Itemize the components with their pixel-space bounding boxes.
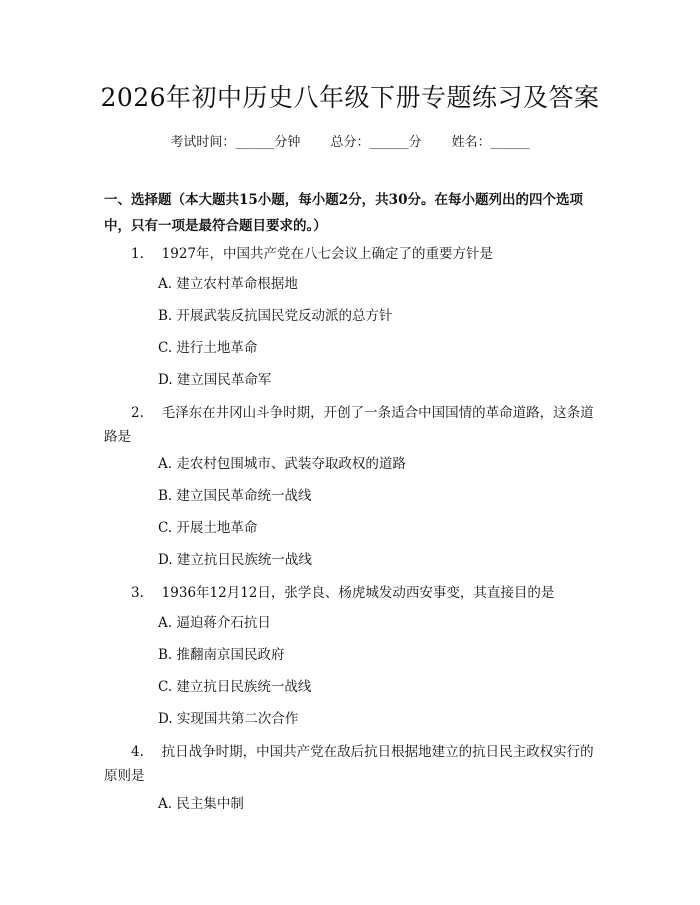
question-stem: 4. 抗日战争时期，中国共产党在敌后抗日根据地建立的抗日民主政权实行的原则是: [104, 744, 594, 784]
document-title: 2026年初中历史八年级下册专题练习及答案: [100, 83, 600, 112]
question-option: B. 开展武装反抗国民党反动派的总方针: [158, 308, 393, 324]
question-option: D. 实现国共第二次合作: [158, 711, 299, 727]
student-name-field: 姓名：______: [451, 135, 530, 150]
question-option: A. 建立农村革命根据地: [158, 276, 298, 292]
question-stem: 1. 1927年，中国共产党在八七会议上确定了的重要方针是: [131, 246, 494, 262]
question-option: A. 走农村包围城市、武装夺取政权的道路: [158, 456, 406, 472]
question-stem: 3. 1936年12月12日，张学良、杨虎城发动西安事变，其直接目的是: [131, 585, 555, 601]
question-option: A. 民主集中制: [158, 796, 244, 812]
question-option: D. 建立国民革命军: [158, 372, 272, 388]
question-option: A. 逼迫蒋介石抗日: [158, 615, 271, 631]
question-option: D. 建立抗日民族统一战线: [158, 552, 312, 568]
exam-time-field: 考试时间：______分钟: [170, 135, 301, 150]
question-option: C. 进行土地革命: [158, 340, 258, 356]
total-score-field: 总分：______分: [330, 135, 422, 150]
section-heading: 一、选择题（本大题共15小题，每小题2分，共30分。在每小题列出的四个选项中，只有一项是最符合题目要求的。）: [104, 192, 583, 234]
question-option: B. 推翻南京国民政府: [158, 647, 285, 663]
question-option: B. 建立国民革命统一战线: [158, 488, 312, 504]
question-option: C. 建立抗日民族统一战线: [158, 679, 312, 695]
question-stem: 2. 毛泽东在井冈山斗争时期，开创了一条适合中国国情的革命道路，这条道路是: [104, 405, 594, 445]
exam-meta: [0, 131, 700, 150]
question-option: C. 开展土地革命: [158, 520, 258, 536]
